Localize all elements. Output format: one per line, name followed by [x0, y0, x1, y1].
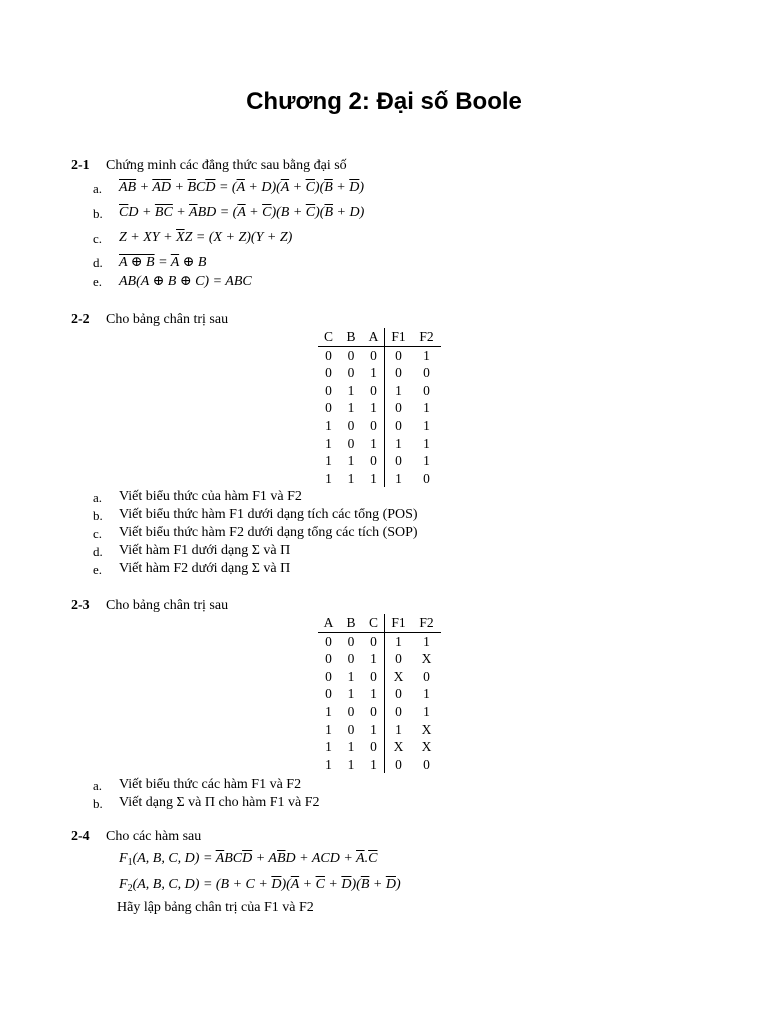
table-row [318, 435, 441, 453]
equation: $F_2(A$, B, C, $D) = (B + C + \overline{D})(\overline{A} + \overline{C} + \overline{D})(\overline{B} + \overline{D})$ [119, 877, 401, 894]
page-title: Chương 2: Đại số Boole [246, 88, 522, 115]
table-cell: 0 [347, 633, 355, 649]
table-cell: 0 [385, 756, 413, 774]
table-cell: 1 [325, 470, 332, 486]
problem-number: 2-2 [71, 312, 90, 327]
problem-text: Cho bảng chân trị sau [106, 598, 229, 613]
table-header-row [318, 328, 441, 346]
table-row [318, 650, 441, 668]
item-text: Viết hàm F2 dưới dạng Σ và Π [119, 561, 291, 576]
table-cell: 0 [325, 365, 332, 381]
table-cell: X [385, 738, 413, 756]
table-cell: 0 [385, 452, 413, 470]
table-row [318, 738, 441, 756]
table-cell: 0 [325, 347, 332, 363]
table-cell: 1 [325, 435, 332, 451]
item-label: b. [93, 206, 103, 221]
table-cell: 1 [347, 470, 355, 486]
table-cell: 0 [423, 756, 430, 772]
table-cell: 0 [325, 668, 332, 684]
table-cell: 1 [370, 721, 377, 737]
table-cell: 1 [423, 435, 430, 451]
table-cell: 0 [347, 703, 355, 719]
table-cell: 1 [347, 756, 355, 772]
column-header: B [339, 614, 363, 632]
table-cell: 0 [347, 365, 355, 381]
problem-text: Cho bảng chân trị sau [106, 312, 229, 327]
item-text: Viết hàm F1 dưới dạng Σ và Π [119, 543, 291, 558]
table-cell: 1 [423, 453, 430, 469]
item-text: Viết biểu thức của hàm F1 và F2 [119, 489, 302, 504]
table-cell: 1 [370, 651, 377, 667]
column-header: F2 [412, 614, 441, 632]
table-cell: 1 [370, 470, 377, 486]
item-label: a. [93, 181, 103, 196]
table-cell: 1 [423, 686, 430, 702]
table-cell: 0 [347, 417, 355, 433]
item-label: d. [93, 255, 103, 270]
table-row [318, 399, 441, 417]
table-cell: 1 [423, 347, 430, 363]
table-cell: 0 [325, 382, 332, 398]
equation: AB(A ⊕ B ⊕ C) = ABC [119, 274, 252, 289]
table-cell: 0 [423, 470, 430, 486]
table-row [318, 470, 441, 488]
item-label: a. [93, 778, 103, 793]
table-cell: X [421, 651, 432, 667]
table-cell: 1 [423, 633, 430, 649]
table-cell: 0 [325, 686, 332, 702]
column-header: F1 [385, 328, 413, 346]
item-text: Viết biểu thức hàm F1 dưới dạng tích các tổng (POS) [119, 507, 418, 522]
equation: $\overline{C}D + \overline{BC} + \overline{A}BD = (\overline{A} + \overline{C})(B + \overline{C})(\overline{B} + D)$ [119, 205, 365, 220]
problem-number: 2-1 [71, 158, 90, 173]
table-cell: 1 [347, 668, 355, 684]
problem-text: Cho các hàm sau [106, 829, 202, 844]
equation: A ⊕ $B = \overline{A}$ ⊕ B [119, 255, 207, 270]
item-label: c. [93, 526, 103, 541]
table-cell: 0 [423, 668, 430, 684]
table-cell: X [421, 739, 432, 755]
truth-table [318, 614, 441, 773]
item-label: b. [93, 796, 103, 811]
table-header-row [318, 614, 441, 632]
table-cell: 0 [385, 685, 413, 703]
table-cell: 1 [370, 435, 377, 451]
column-header: C [363, 614, 385, 632]
table-cell: 0 [385, 399, 413, 417]
table-cell: 0 [370, 382, 377, 398]
table-cell: 1 [385, 382, 413, 400]
item-label: e. [93, 562, 103, 577]
instruction-text: Hãy lập bảng chân trị của F1 và F2 [117, 900, 314, 915]
item-label: c. [93, 231, 103, 246]
item-label: a. [93, 490, 103, 505]
table-cell: 0 [370, 703, 377, 719]
table-cell: 1 [347, 382, 355, 398]
table-cell: 1 [423, 400, 430, 416]
table-cell: 0 [347, 347, 355, 363]
table-cell: 1 [347, 453, 355, 469]
table-cell: 0 [370, 417, 377, 433]
table-cell: 1 [423, 703, 430, 719]
item-text: Viết dạng Σ và Π cho hàm F1 và F2 [119, 795, 320, 810]
table-cell: 1 [370, 365, 377, 381]
table-cell: 0 [385, 417, 413, 435]
table-row [318, 382, 441, 400]
column-header: A [318, 614, 339, 632]
problem-text: Chứng minh các đẳng thức sau bằng đại số [106, 158, 347, 173]
equation: $\overline{AB} + \overline{A}\overline{D} + \overline{B}C\overline{D} = (\overline{A} + D)(\overline{A} + \overline{C})(\overline{B} + \overline{D})$ [119, 180, 365, 195]
table-cell: 0 [370, 739, 377, 755]
table-row [318, 721, 441, 739]
table-cell: 0 [325, 633, 332, 649]
table-cell: 0 [370, 633, 377, 649]
table-cell: 1 [385, 632, 413, 650]
table-cell: 1 [325, 417, 332, 433]
table-cell: 1 [325, 721, 332, 737]
table-cell: 1 [325, 703, 332, 719]
item-label: e. [93, 274, 103, 289]
table-row [318, 703, 441, 721]
table-row [318, 364, 441, 382]
table-cell: 0 [347, 435, 355, 451]
table-cell: 1 [370, 686, 377, 702]
table-cell: 0 [347, 651, 355, 667]
equation: $F_1(A$, B, C, $D) = \overline{A}BC\overline{D} + A\overline{B}D$ + ACD + $\overline{A}.\overline{C}$ [119, 851, 378, 868]
table-cell: 0 [370, 668, 377, 684]
equation: Z + XY + $\overline{X}Z = (X + Z)(Y + Z)$ [119, 230, 293, 245]
table-row [318, 452, 441, 470]
column-header: F2 [412, 328, 441, 346]
truth-table [318, 328, 441, 487]
table-cell: 1 [423, 417, 430, 433]
table-row [318, 632, 441, 650]
table-cell: 0 [385, 703, 413, 721]
table-cell: 1 [347, 686, 355, 702]
table-cell: 0 [385, 364, 413, 382]
table-cell: 0 [325, 400, 332, 416]
table-cell: 1 [385, 435, 413, 453]
column-header: C [318, 328, 339, 346]
table-row [318, 668, 441, 686]
table-cell: 1 [325, 739, 332, 755]
column-header: A [363, 328, 385, 346]
table-row [318, 685, 441, 703]
table-cell: 1 [347, 400, 355, 416]
table-cell: 0 [347, 721, 355, 737]
table-cell: 1 [325, 453, 332, 469]
table-cell: 1 [325, 756, 332, 772]
table-cell: X [385, 668, 413, 686]
table-cell: 1 [385, 721, 413, 739]
table-cell: 1 [370, 756, 377, 772]
column-header: F1 [385, 614, 413, 632]
item-label: d. [93, 544, 103, 559]
table-cell: 1 [347, 739, 355, 755]
problem-number: 2-3 [71, 598, 90, 613]
item-label: b. [93, 508, 103, 523]
table-row [318, 346, 441, 364]
table-cell: X [421, 721, 432, 737]
table-cell: 1 [370, 400, 377, 416]
table-cell: 0 [370, 453, 377, 469]
table-cell: 0 [385, 346, 413, 364]
problem-number: 2-4 [71, 829, 90, 844]
table-cell: 1 [385, 470, 413, 488]
table-cell: 0 [370, 347, 377, 363]
table-row [318, 756, 441, 774]
table-cell: 0 [423, 365, 430, 381]
item-text: Viết biểu thức các hàm F1 và F2 [119, 777, 302, 792]
item-text: Viết biểu thức hàm F2 dưới dạng tổng các tích (SOP) [119, 525, 418, 540]
table-cell: 0 [325, 651, 332, 667]
table-row [318, 417, 441, 435]
table-cell: 0 [385, 650, 413, 668]
table-cell: 0 [423, 382, 430, 398]
column-header: B [339, 328, 363, 346]
